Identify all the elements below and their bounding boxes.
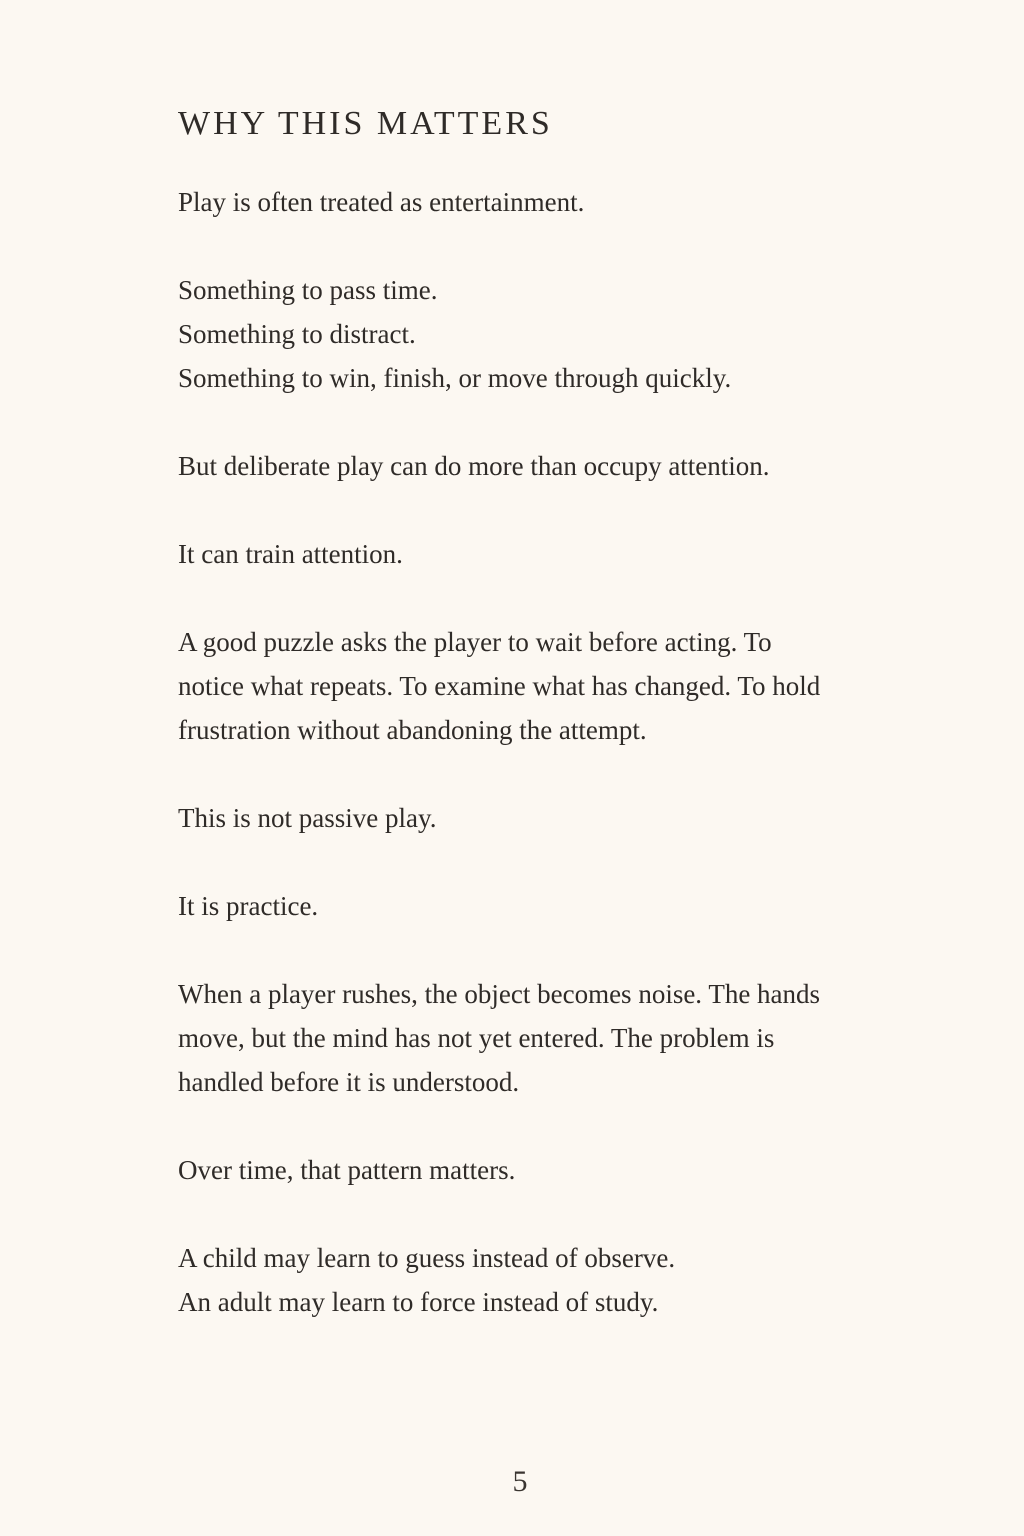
paragraph-3 [178,444,878,488]
paragraph-7 [178,884,878,928]
paragraph-line: It can train attention. [178,539,403,569]
paragraph-6 [178,796,878,840]
paragraph-8 [178,972,878,1104]
paragraph-line: Something to pass time. [178,275,438,305]
section-heading: WHY THIS MATTERS [178,105,553,142]
paragraph-4 [178,532,878,576]
paragraph-line: But deliberate play can do more than occupy attention. [178,451,770,481]
paragraph-line: handled before it is understood. [178,1067,520,1097]
paragraph-line: Play is often treated as entertainment. [178,187,585,217]
paragraph-line: Over time, that pattern matters. [178,1155,516,1185]
paragraph-5 [178,620,878,752]
paragraph-line: A child may learn to guess instead of observe. [178,1243,676,1273]
paragraph-line: Something to distract. [178,319,416,349]
paragraph-1 [178,180,878,224]
paragraph-line: A good puzzle asks the player to wait before acting. To [178,627,772,657]
paragraph-line: frustration without abandoning the attempt. [178,715,647,745]
book-page [178,0,878,1536]
page-number: 5 [512,1465,528,1498]
paragraph-9 [178,1148,878,1192]
paragraph-line: notice what repeats. To examine what has changed. To hold [178,671,821,701]
paragraph-line: Something to win, finish, or move through quickly. [178,363,732,393]
paragraph-2 [178,268,878,400]
paragraph-line: move, but the mind has not yet entered. The problem is [178,1023,775,1053]
paragraph-line: When a player rushes, the object becomes noise. The hands [178,979,821,1009]
paragraph-line: It is practice. [178,891,319,921]
paragraph-line: This is not passive play. [178,803,437,833]
paragraph-line: An adult may learn to force instead of study. [178,1287,659,1317]
paragraph-10 [178,1236,878,1324]
